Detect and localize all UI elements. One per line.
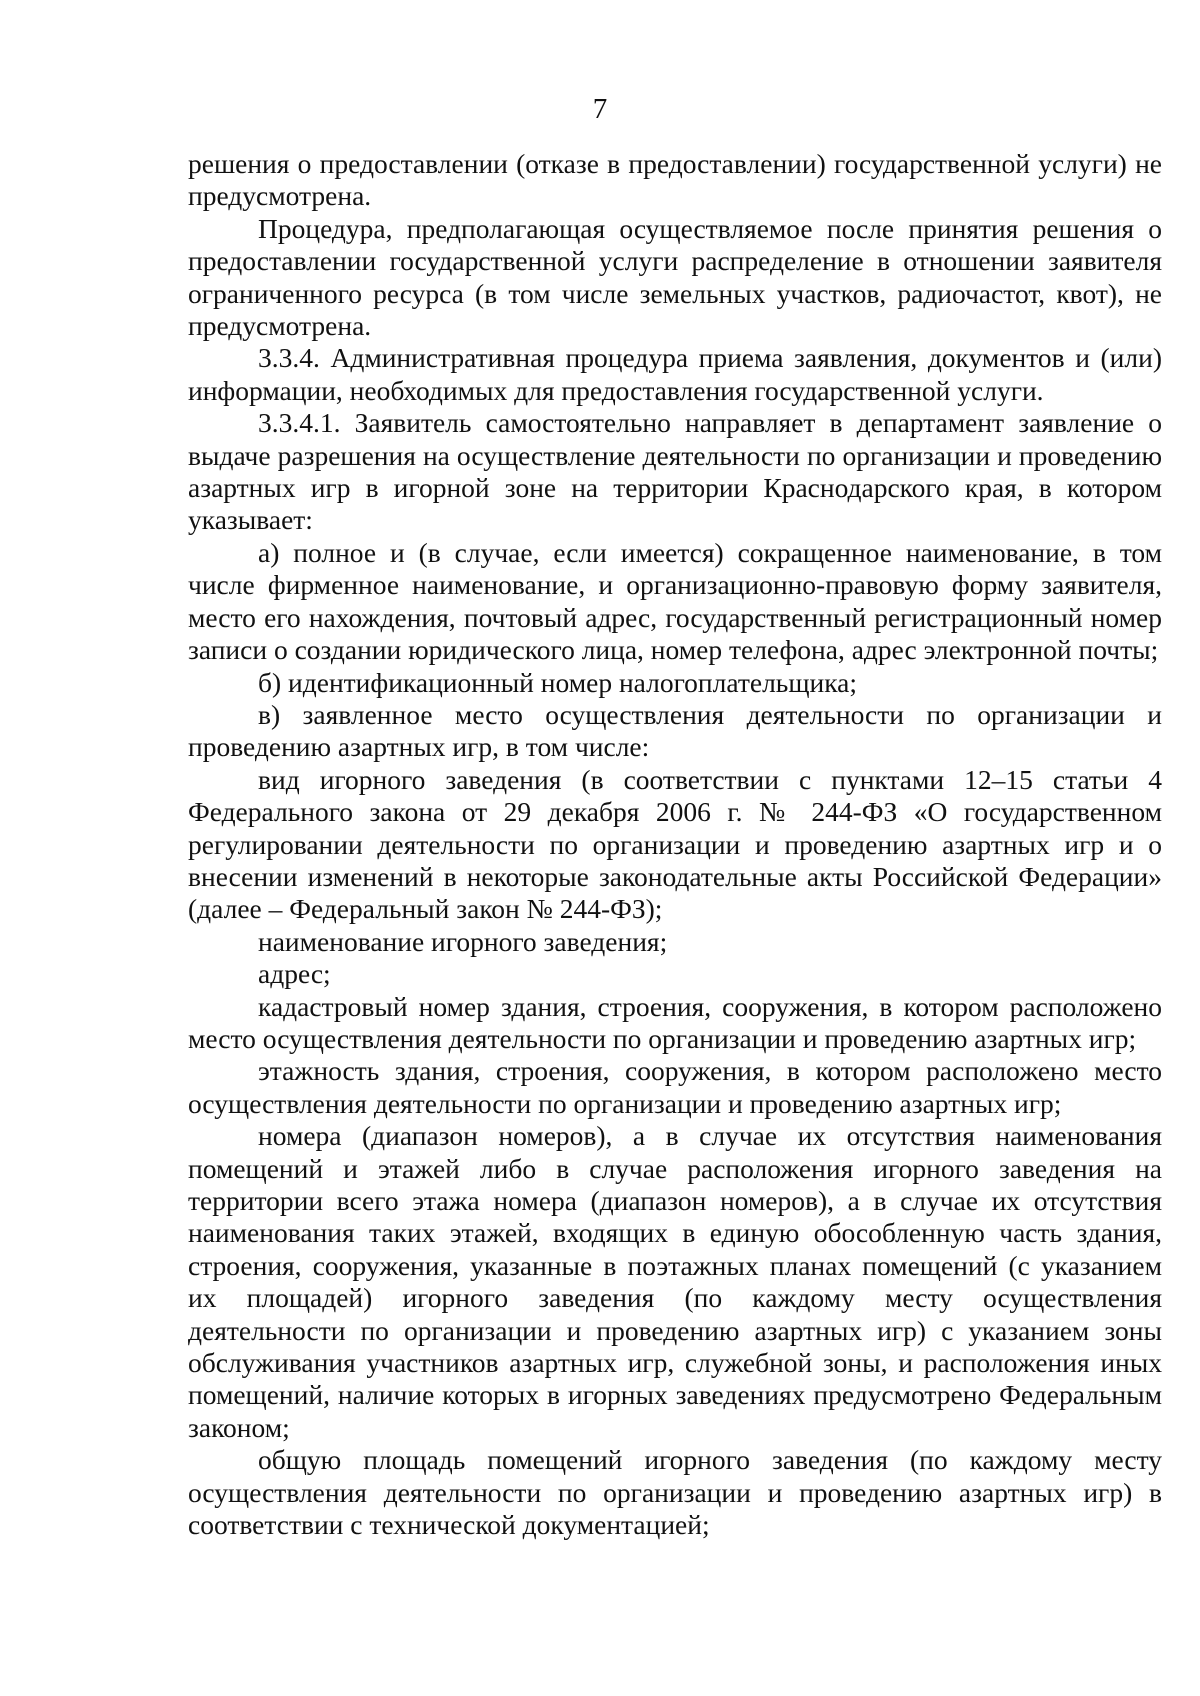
paragraph-section-3-3-4-1: 3.3.4.1. Заявитель самостоятельно направляет в департамент заявление о выдаче разрешения на осуществление деятельности по организации и проведению азартных игр в игорной зоне на территории Краснодарского края, в котором указывает: — [188, 407, 1162, 536]
paragraph-section-3-3-4: 3.3.4. Административная процедура приема заявления, документов и (или) информации, необходимых для предоставления государственной услуги. — [188, 342, 1162, 406]
list-item-b: б) идентификационный номер налогоплательщика; — [258, 666, 858, 698]
list-item-a: а) полное и (в случае, если имеется) сокращенное наименование, в том числе фирменное наименование, и организационно-правовую форму заявителя, место его нахождения, почтовый адрес, государственный регистрационный номер записи о создании юридического лица, номер телефона, адрес электронной почты; — [188, 536, 1162, 666]
paragraph-resource-distribution: Процедура, предполагающая осуществляемое после принятия решения о предоставлении государственной услуги распределение в отношении заявителя ограниченного ресурса (в том числе земельных участков, радиочастот, квот), не предусмотрена. — [188, 212, 1162, 342]
paragraph-venue-type: вид игорного заведения (в соответствии с пунктами 12–15 статьи 4 Федерального закона от 29 декабря 2006 г. № 244-ФЗ «О государственном регулировании деятельности по организации и проведению азартных игр и о внесении изменений в некоторые законодательные акты Российской Федерации» (далее – Федеральный закон № 244-ФЗ); — [188, 763, 1162, 925]
paragraph-room-numbers: номера (диапазон номеров), а в случае их отсутствия наименования помещений и этажей либо в случае расположения игорного заведения на территории всего этажа номера (диапазон номеров), а в случае их отсутствия наименования таких этажей, входящих в единую обособленную часть здания, строения, сооружения, указанные в поэтажных планах помещений (с указанием их площадей) игорного заведения (по каждому месту осуществления деятельности по организации и проведению азартных игр) с указанием зоны обслуживания участников азартных игр, служебной зоны, и расположения иных помещений, наличие которых в игорных заведениях предусмотрено Федеральным законом; — [188, 1120, 1162, 1443]
paragraph-continuation: решения о предоставлении (отказе в предоставлении) государственной услуги) не предусмотрена. — [188, 148, 1162, 212]
document-body — [188, 148, 1162, 1541]
paragraph-floors: этажность здания, строения, сооружения, в котором расположено место осуществления деятельности по организации и проведению азартных игр; — [188, 1055, 1162, 1119]
page-number: 7 — [592, 93, 608, 125]
paragraph-cadastral-number: кадастровый номер здания, строения, сооружения, в котором расположено место осуществления деятельности по организации и проведению азартных игр; — [188, 990, 1162, 1054]
list-item-v: в) заявленное место осуществления деятельности по организации и проведению азартных игр, в том числе: — [188, 698, 1162, 763]
paragraph-address: адрес; — [258, 958, 331, 990]
paragraph-venue-name: наименование игорного заведения; — [258, 925, 668, 957]
paragraph-total-area: общую площадь помещений игорного заведения (по каждому месту осуществления деятельности по организации и проведению азартных игр) в соответствии с технической документацией; — [188, 1444, 1162, 1541]
